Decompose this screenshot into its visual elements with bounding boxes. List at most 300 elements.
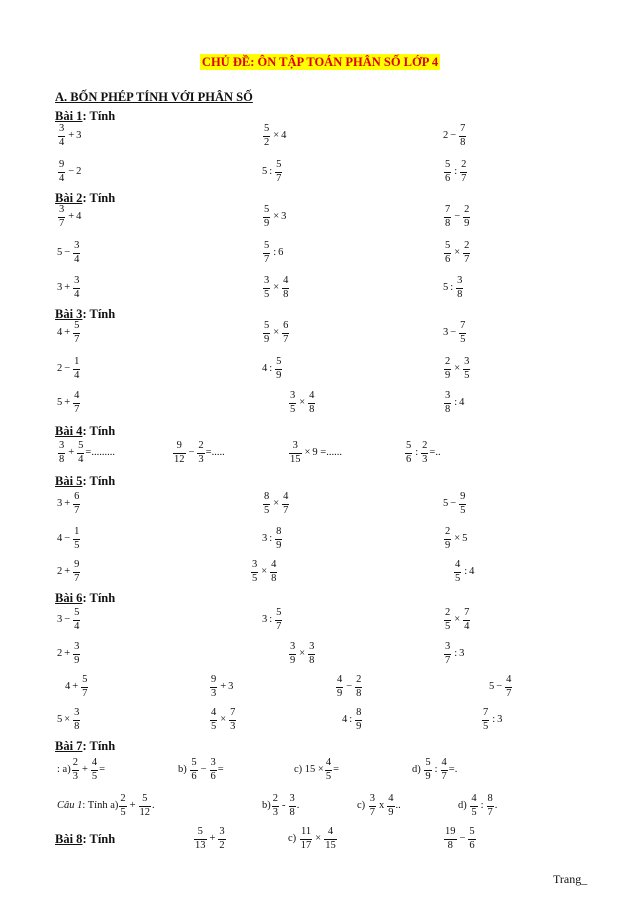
fraction [441, 758, 448, 782]
denominator: 5 [290, 403, 296, 415]
operator: + [68, 129, 75, 141]
operator: : [464, 565, 468, 577]
expression-text: =. [448, 763, 458, 775]
math-expression [443, 827, 477, 851]
fraction [444, 160, 451, 184]
exercise-label: Bài 6 [55, 591, 83, 605]
numerator: 3 [289, 391, 296, 404]
denominator: 4 [59, 172, 65, 184]
numerator: 5 [194, 827, 207, 840]
fraction [387, 794, 394, 818]
operator: − [188, 446, 195, 458]
denominator: 8 [59, 453, 65, 465]
expression-text: b) [262, 799, 271, 811]
numerator: 3 [58, 124, 65, 137]
numerator: 3 [73, 276, 80, 289]
operator: + [64, 396, 71, 408]
math-expression [288, 827, 338, 851]
numerator: 5 [77, 441, 84, 454]
operator: × [273, 281, 280, 293]
numerator: 3 [463, 357, 470, 370]
denominator: 13 [195, 839, 206, 851]
expression-text: c) [357, 799, 366, 811]
math-expression [443, 321, 467, 345]
expression-text: =.. [429, 446, 441, 458]
expression-text: 3 [57, 613, 63, 625]
numerator: 3 [308, 642, 315, 655]
numerator: 2 [119, 794, 126, 807]
expression-text: 3 [443, 326, 449, 338]
denominator: 7 [74, 403, 80, 415]
fraction [470, 794, 477, 818]
fraction [463, 608, 470, 632]
exercise-heading [55, 474, 115, 489]
denominator: 8 [445, 217, 451, 229]
exercise-suffix: : Tính [82, 474, 116, 488]
numerator: 2 [197, 441, 204, 454]
expression-text: 4 [65, 680, 71, 692]
expression-text: 5 [443, 281, 449, 293]
operator: − [454, 210, 461, 222]
fraction [482, 708, 489, 732]
expression-text: 2 [76, 165, 82, 177]
numerator: 5 [263, 241, 270, 254]
numerator: 8 [263, 492, 270, 505]
exercise-suffix: : Tính [82, 424, 116, 438]
operator: : [454, 647, 458, 659]
math-expression [458, 794, 497, 818]
expression-text: =..... [205, 446, 225, 458]
expression-text: 3 [497, 713, 503, 725]
denominator: 5 [464, 369, 470, 381]
denominator: 7 [74, 333, 80, 345]
denominator: 5 [460, 333, 466, 345]
numerator: 4 [505, 675, 512, 688]
numerator: 5 [263, 124, 270, 137]
fraction [58, 160, 65, 184]
exercise-heading [55, 307, 115, 322]
fraction [173, 441, 186, 465]
math-expression [57, 357, 81, 381]
expression-text: 4 [57, 326, 63, 338]
denominator: 5 [211, 720, 217, 732]
expression-text: 5 [57, 713, 63, 725]
math-expression [443, 492, 467, 516]
math-expression [65, 675, 89, 699]
numerator: 4 [454, 560, 461, 573]
expression-text [187, 764, 190, 775]
fraction [355, 708, 362, 732]
denominator: 12 [174, 453, 185, 465]
operator: − [200, 763, 207, 775]
denominator: 7 [74, 504, 80, 516]
fraction [197, 441, 204, 465]
operator: − [346, 680, 353, 692]
operator: + [64, 281, 71, 293]
document-title [0, 55, 640, 70]
fraction [308, 642, 315, 666]
denominator: 5 [264, 288, 270, 300]
numerator: 8 [275, 527, 282, 540]
fraction [289, 642, 296, 666]
expression-text: .. [395, 799, 401, 811]
numerator: 6 [73, 492, 80, 505]
expression-text: 5 [489, 680, 495, 692]
exercise-suffix: : Tính [82, 832, 116, 846]
denominator: 7 [276, 172, 282, 184]
numerator: 5 [424, 758, 431, 771]
operator: + [64, 497, 71, 509]
operator: × [454, 613, 461, 625]
denominator: 7 [461, 172, 467, 184]
math-expression [443, 241, 471, 265]
fraction [263, 241, 270, 265]
operator: × [261, 565, 268, 577]
numerator: 5 [468, 827, 475, 840]
math-expression [178, 758, 224, 782]
exercise-suffix: : Tính [82, 739, 116, 753]
fraction [421, 441, 428, 465]
operator: × [273, 129, 280, 141]
operator: : [349, 713, 353, 725]
numerator: 4 [325, 758, 332, 771]
exercise-heading [55, 739, 115, 754]
math-expression [453, 560, 474, 584]
fraction [139, 794, 152, 818]
math-expression [57, 608, 81, 632]
expression-text: 3 [281, 210, 287, 222]
expression-text: 3 [459, 647, 465, 659]
operator: : [269, 165, 273, 177]
operator: × [299, 647, 306, 659]
denominator: 7 [464, 253, 470, 265]
page-number-label: Trang_ [553, 872, 588, 886]
fraction [210, 675, 217, 699]
fraction [487, 794, 494, 818]
numerator: 9 [73, 560, 80, 573]
numerator: 1 [73, 527, 80, 540]
fraction [218, 827, 225, 851]
denominator: 7 [264, 253, 270, 265]
math-expression [57, 205, 81, 229]
denominator: 5 [91, 770, 98, 782]
expression-text: d) [458, 799, 467, 811]
numerator: 5 [275, 160, 282, 173]
operator: − [64, 532, 71, 544]
fraction [444, 827, 457, 851]
math-expression [57, 794, 155, 818]
denominator: 5 [471, 806, 477, 818]
numerator: 4 [441, 758, 448, 771]
math-expression [443, 357, 471, 381]
numerator: 4 [324, 827, 337, 840]
operator: × [220, 713, 227, 725]
operator: × [454, 246, 461, 258]
denominator: 6 [191, 770, 197, 782]
denominator: 4 [74, 620, 80, 632]
denominator: 7 [59, 217, 65, 229]
numerator: 5 [139, 794, 152, 807]
fraction [282, 492, 289, 516]
numerator: 7 [482, 708, 489, 721]
denominator: 4 [74, 288, 80, 300]
denominator: 7 [369, 806, 376, 818]
operator: + [72, 680, 79, 692]
expression-text: 5 [57, 396, 63, 408]
numerator: 4 [282, 492, 289, 505]
math-expression [443, 527, 467, 551]
numerator: 4 [470, 794, 477, 807]
fraction [300, 827, 313, 851]
operator: × [299, 396, 306, 408]
fraction [463, 241, 470, 265]
math-expression [262, 321, 290, 345]
math-expression [262, 241, 283, 265]
operator: : [434, 763, 438, 775]
denominator: 7 [82, 687, 88, 699]
denominator: 9 [464, 217, 470, 229]
denominator: 9 [445, 369, 451, 381]
fraction [444, 205, 451, 229]
expression-text [421, 764, 424, 775]
fraction [289, 391, 296, 415]
denominator: 8 [309, 654, 315, 666]
numerator: 5 [73, 321, 80, 334]
math-expression [443, 160, 468, 184]
fraction [73, 357, 80, 381]
math-expression [443, 391, 464, 415]
denominator: 9 [264, 333, 270, 345]
denominator: 7 [441, 770, 447, 782]
numerator: 4 [308, 391, 315, 404]
denominator: 5 [460, 504, 466, 516]
numerator: 3 [73, 642, 80, 655]
operator: × [454, 362, 461, 374]
expression-text: 2 [57, 647, 63, 659]
numerator: 2 [444, 357, 451, 370]
fraction [308, 391, 315, 415]
fraction [459, 492, 466, 516]
numerator: 5 [444, 241, 451, 254]
expression-text: . [494, 799, 498, 811]
expression-text [467, 800, 470, 811]
operator: : [273, 246, 277, 258]
fraction [73, 560, 80, 584]
denominator: 3 [230, 720, 236, 732]
numerator: 2 [444, 608, 451, 621]
exercise-heading [55, 832, 115, 847]
fraction [355, 675, 362, 699]
expression-text: 3 [262, 613, 268, 625]
denominator: 5 [325, 770, 332, 782]
operator: : [415, 446, 419, 458]
denominator: 3 [72, 770, 78, 782]
math-expression [443, 608, 471, 632]
expression-text: : Tính a) [82, 799, 119, 811]
fraction [119, 794, 126, 818]
numerator: 3 [456, 276, 463, 289]
numerator: 3 [289, 441, 302, 454]
denominator: 5 [74, 539, 80, 551]
denominator: 6 [469, 839, 475, 851]
fraction [73, 642, 80, 666]
expression-text: = [217, 763, 224, 775]
exercise-label: Bài 8 [55, 832, 83, 846]
denominator: 7 [74, 572, 80, 584]
math-expression [262, 276, 290, 300]
numerator: 7 [444, 205, 451, 218]
math-expression [443, 205, 471, 229]
fraction [282, 276, 289, 300]
fraction [263, 124, 270, 148]
numerator: 2 [421, 441, 428, 454]
denominator: 5 [455, 572, 461, 584]
fraction [73, 241, 80, 265]
expression-text: = [99, 763, 106, 775]
denominator: 6 [210, 770, 216, 782]
denominator: 12 [139, 806, 151, 818]
math-expression [57, 758, 105, 782]
operator: × [273, 326, 280, 338]
denominator: 7 [506, 687, 512, 699]
numerator: 3 [289, 794, 296, 807]
fraction [58, 205, 65, 229]
expression-text: b) [178, 763, 187, 775]
fraction [289, 441, 302, 465]
expression-text: . [296, 799, 300, 811]
numerator: 3 [58, 205, 65, 218]
numerator: 4 [282, 276, 289, 289]
numerator: 5 [190, 758, 197, 771]
fraction [463, 357, 470, 381]
fraction [369, 794, 376, 818]
fraction [210, 708, 217, 732]
expression-text: 9 =...... [312, 446, 342, 458]
numerator: 5 [275, 608, 282, 621]
exercise-label: Bài 4 [55, 424, 83, 438]
numerator: 2 [72, 758, 79, 771]
operator: + [81, 763, 88, 775]
denominator: 4 [464, 620, 470, 632]
numerator: 4 [387, 794, 394, 807]
fraction [325, 758, 332, 782]
operator: − [496, 680, 503, 692]
exercise-suffix: : Tính [82, 307, 116, 321]
operator: × [315, 832, 322, 844]
denominator: 17 [300, 839, 312, 851]
math-expression [335, 675, 363, 699]
operator: + [68, 210, 75, 222]
numerator: 5 [444, 160, 451, 173]
denominator: 6 [445, 172, 451, 184]
math-expression [262, 160, 283, 184]
numerator: 3 [218, 827, 225, 840]
fraction [444, 527, 451, 551]
math-expression [404, 441, 441, 465]
expression-text: 4 [459, 396, 465, 408]
operator: + [220, 680, 227, 692]
expression-text: 4 [57, 532, 63, 544]
operator: − [68, 165, 75, 177]
fraction [263, 276, 270, 300]
denominator: 9 [388, 806, 394, 818]
numerator: 7 [459, 321, 466, 334]
math-expression [57, 321, 81, 345]
math-expression [57, 160, 81, 184]
expression-text [365, 800, 368, 811]
fraction [424, 758, 431, 782]
fraction [324, 827, 337, 851]
expression-text: 4 [342, 713, 348, 725]
numerator: 5 [81, 675, 88, 688]
expression-text: c) 15 × [294, 763, 324, 775]
denominator: 9 [276, 539, 282, 551]
math-expression [357, 794, 401, 818]
denominator: 8 [356, 687, 362, 699]
denominator: 2 [264, 136, 270, 148]
denominator: 9 [425, 770, 431, 782]
math-expression [262, 492, 290, 516]
fraction [444, 642, 451, 666]
exercise-label: Bài 7 [55, 739, 83, 753]
math-expression [57, 124, 81, 148]
math-expression [481, 708, 502, 732]
numerator: 1 [73, 357, 80, 370]
operator: : [269, 613, 273, 625]
operator: + [129, 799, 136, 811]
fraction [282, 321, 289, 345]
numerator: 3 [369, 794, 376, 807]
denominator: 3 [272, 806, 278, 818]
operator: × [64, 713, 71, 725]
operator: × [454, 532, 461, 544]
operator: × [304, 446, 311, 458]
numerator: 5 [263, 205, 270, 218]
numerator: 3 [263, 276, 270, 289]
denominator: 2 [219, 839, 225, 851]
denominator: 5 [264, 504, 270, 516]
denominator: 8 [271, 572, 277, 584]
denominator: 3 [198, 453, 204, 465]
denominator: 8 [460, 136, 466, 148]
denominator: 8 [74, 720, 80, 732]
math-expression [57, 492, 81, 516]
numerator: 4 [270, 560, 277, 573]
fraction [73, 608, 80, 632]
numerator: 9 [459, 492, 466, 505]
denominator: 9 [74, 654, 80, 666]
math-expression [57, 241, 81, 265]
expression-text: 4 [76, 210, 82, 222]
fraction [210, 758, 217, 782]
expression-text: 5 [443, 497, 449, 509]
expression-text [296, 833, 299, 844]
math-expression [288, 391, 316, 415]
expression-text: 3 [76, 129, 82, 141]
denominator: 15 [325, 839, 336, 851]
expression-text: 5 [262, 165, 268, 177]
math-expression [57, 708, 81, 732]
numerator: 2 [463, 205, 470, 218]
fraction [73, 276, 80, 300]
fraction [444, 391, 451, 415]
fraction [77, 441, 84, 465]
operator: + [68, 446, 75, 458]
numerator: 9 [58, 160, 65, 173]
exercise-label: Bài 1 [55, 109, 83, 123]
numerator: 2 [463, 241, 470, 254]
operator: + [209, 832, 216, 844]
